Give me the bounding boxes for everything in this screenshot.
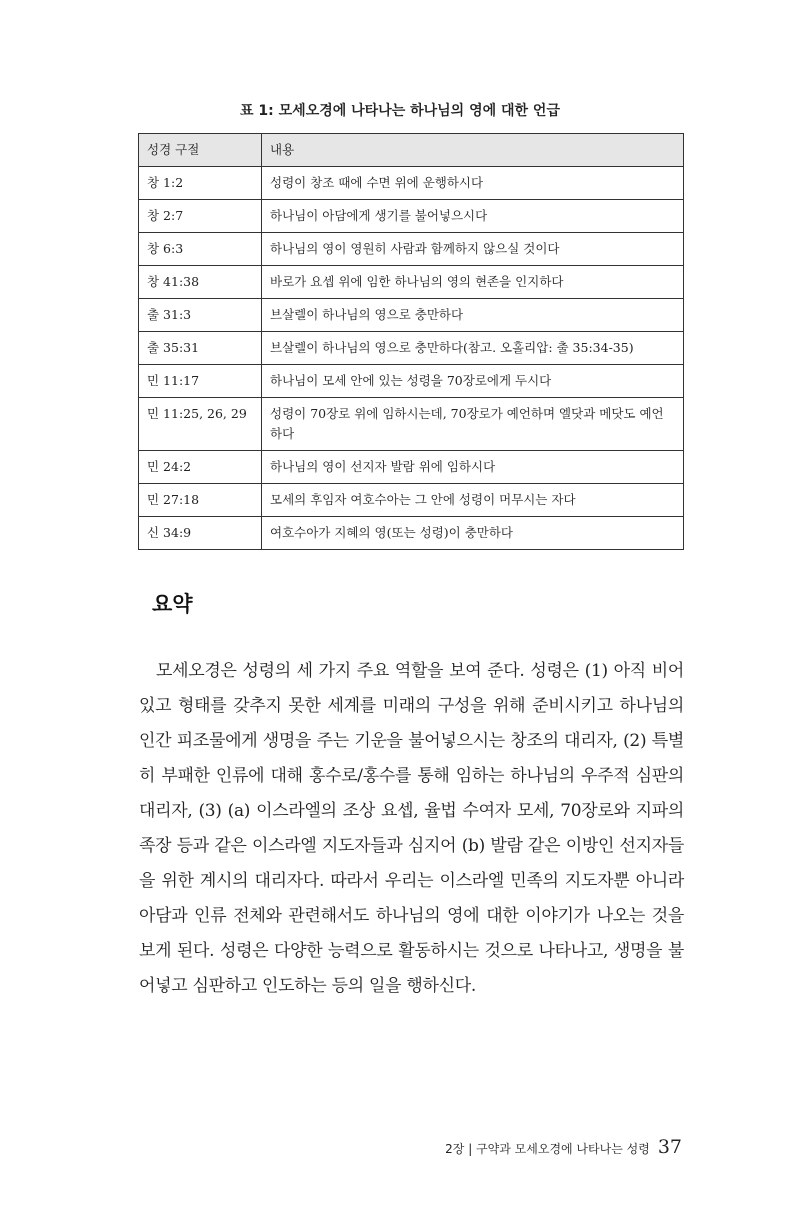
verse-reference: 신 34:9 [139,517,262,550]
verse-reference: 출 35:31 [139,332,262,365]
table-row [139,398,684,451]
column-header-reference: 성경 구절 [139,134,262,167]
table-row [139,332,684,365]
table-row [139,365,684,398]
table-row [139,200,684,233]
table-row [139,167,684,200]
verse-reference: 창 2:7 [139,200,262,233]
verse-reference: 창 41:38 [139,266,262,299]
verse-reference: 창 6:3 [139,233,262,266]
running-title: 2장 | 구약과 모세오경에 나타나는 성령 [445,1142,650,1156]
verse-reference: 창 1:2 [139,167,262,200]
table-header-row [139,134,684,167]
page-footer [445,1136,682,1158]
verse-content: 브살렐이 하나님의 영으로 충만하다(참고. 오홀리압: 출 35:34-35) [262,332,684,365]
verse-content: 바로가 요셉 위에 임한 하나님의 영의 현존을 인지하다 [262,266,684,299]
verse-reference: 민 11:17 [139,365,262,398]
verse-table [138,133,684,550]
verse-content: 하나님의 영이 선지자 발람 위에 임하시다 [262,451,684,484]
table-row [139,517,684,550]
table-row [139,451,684,484]
verse-reference: 민 27:18 [139,484,262,517]
verse-content: 성령이 70장로 위에 임하시는데, 70장로가 예언하며 엘닷과 메닷도 예언하다 [262,398,684,451]
verse-content: 하나님의 영이 영원히 사람과 함께하지 않으실 것이다 [262,233,684,266]
verse-content: 성령이 창조 때에 수면 위에 운행하시다 [262,167,684,200]
summary-paragraph: 모세오경은 성령의 세 가지 주요 역할을 보여 준다. 성령은 (1) 아직 비어 있고 형태를 갖추지 못한 세계를 미래의 구성을 위해 준비시키고 하나님의 인간 피조물에게 생명을 주는 기운을 불어넣으시는 창조의 대리자, (2) 특별히 부패한 인류에 대해 홍수로/홍수를 통해 임하는 하나님의 우주적 심판의 대리자, (3) (a) 이스라엘의 조상 요셉, 율법 수여자 모세, 70장로와 지파의 족장 등과 같은 이스라엘 지도자들과 심지어 (b) 발람 같은 이방인 선지자들을 위한 계시의 대리자다. 따라서 우리는 이스라엘 민족의 지도자뿐 아니라 아담과 인류 전체와 관련해서도 하나님의 영에 대한 이야기가 나오는 것을 보게 된다. 성령은 다양한 능력으로 활동하시는 것으로 나타나고, 생명을 불어넣고 심판하고 인도하는 등의 일을 행하신다. [139,661,684,996]
verse-content: 브살렐이 하나님의 영으로 충만하다 [262,299,684,332]
verse-content: 모세의 후임자 여호수아는 그 안에 성령이 머무시는 자다 [262,484,684,517]
column-header-content: 내용 [262,134,684,167]
table-row [139,233,684,266]
table-caption: 표 1: 모세오경에 나타나는 하나님의 영에 대한 언급 [240,103,560,119]
table-row [139,484,684,517]
page-number: 37 [657,1136,682,1158]
section-heading: 요약 [152,592,193,616]
verse-reference: 출 31:3 [139,299,262,332]
verse-content: 하나님이 모세 안에 있는 성령을 70장로에게 두시다 [262,365,684,398]
verse-content: 여호수아가 지혜의 영(또는 성령)이 충만하다 [262,517,684,550]
verse-reference: 민 24:2 [139,451,262,484]
verse-reference: 민 11:25, 26, 29 [139,398,262,451]
table-row [139,299,684,332]
verse-content: 하나님이 아담에게 생기를 불어넣으시다 [262,200,684,233]
table-row [139,266,684,299]
